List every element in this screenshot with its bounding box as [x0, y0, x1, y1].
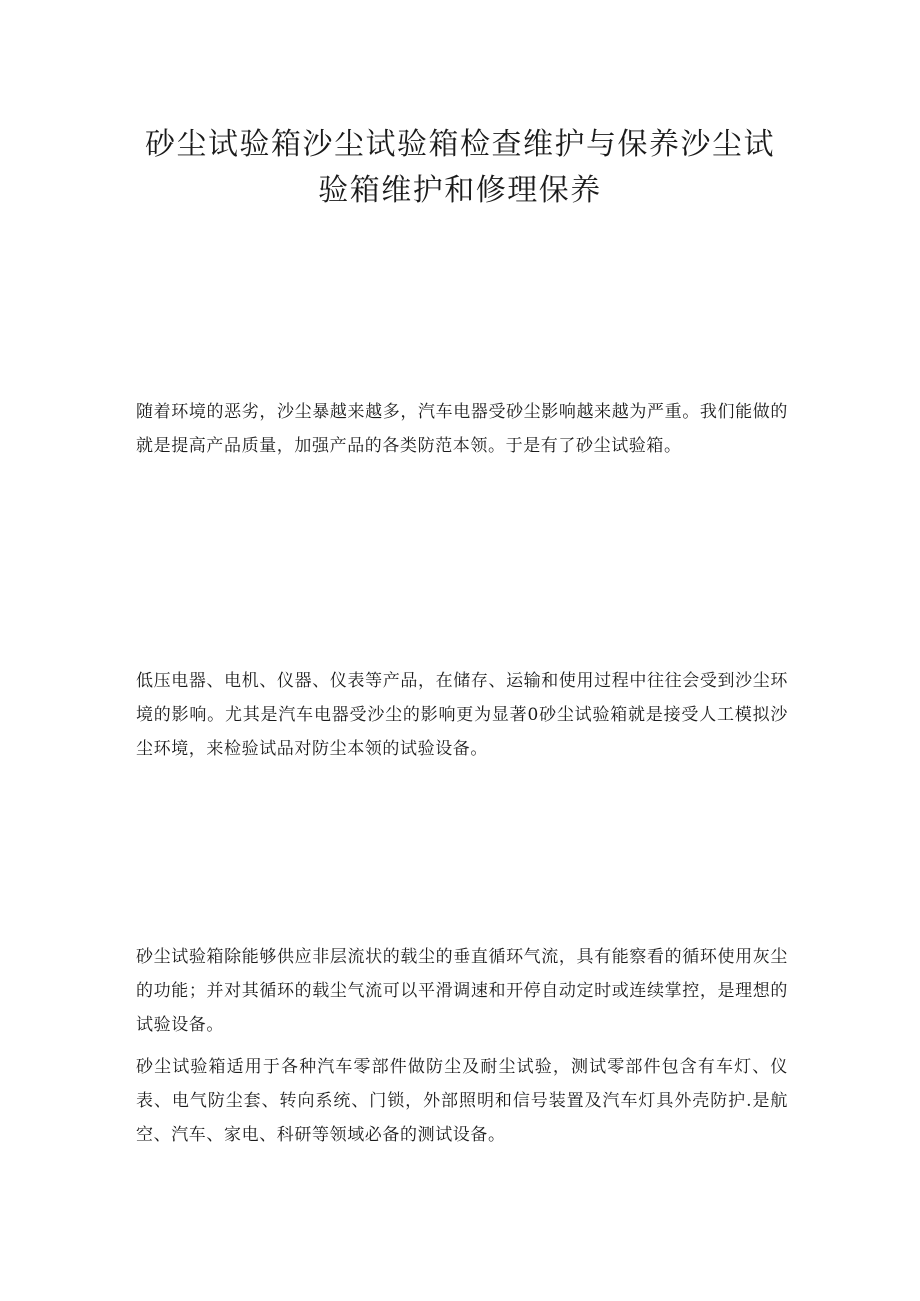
paragraph-intro: 随着环境的恶劣，沙尘暴越来越多，汽车电器受砂尘影响越来越为严重。我们能做的就是提高产品质量，加强产品的各类防范本领。于是有了砂尘试验箱。 — [136, 402, 788, 456]
paragraph-applications: 砂尘试验箱适用于各种汽车零部件做防尘及耐尘试验，测试零部件包含有车灯、仪表、电气防尘套、转向系统、门锁，外部照明和信号装置及汽车灯具外壳防护.是航空、汽车、家电、科研等领域必备的测试设备。 — [136, 1057, 788, 1145]
paragraph-features: 砂尘试验箱除能够供应非层流状的载尘的垂直循环气流，具有能察看的循环使用灰尘的功能；并对其循环的载尘气流可以平滑调速和开停自动定时或连续掌控，是理想的试验设备。 — [136, 947, 788, 1035]
paragraph-environment: 低压电器、电机、仪器、仪表等产品，在储存、运输和使用过程中往往会受到沙尘环境的影响。尤其是汽车电器受沙尘的影响更为显著0砂尘试验箱就是接受人工模拟沙尘环境，来检验试品对防尘本领的试验设备。 — [136, 671, 788, 759]
document-title: 砂尘试验箱沙尘试验箱检查维护与保养沙尘试验箱维护和修理保养 — [145, 127, 775, 208]
